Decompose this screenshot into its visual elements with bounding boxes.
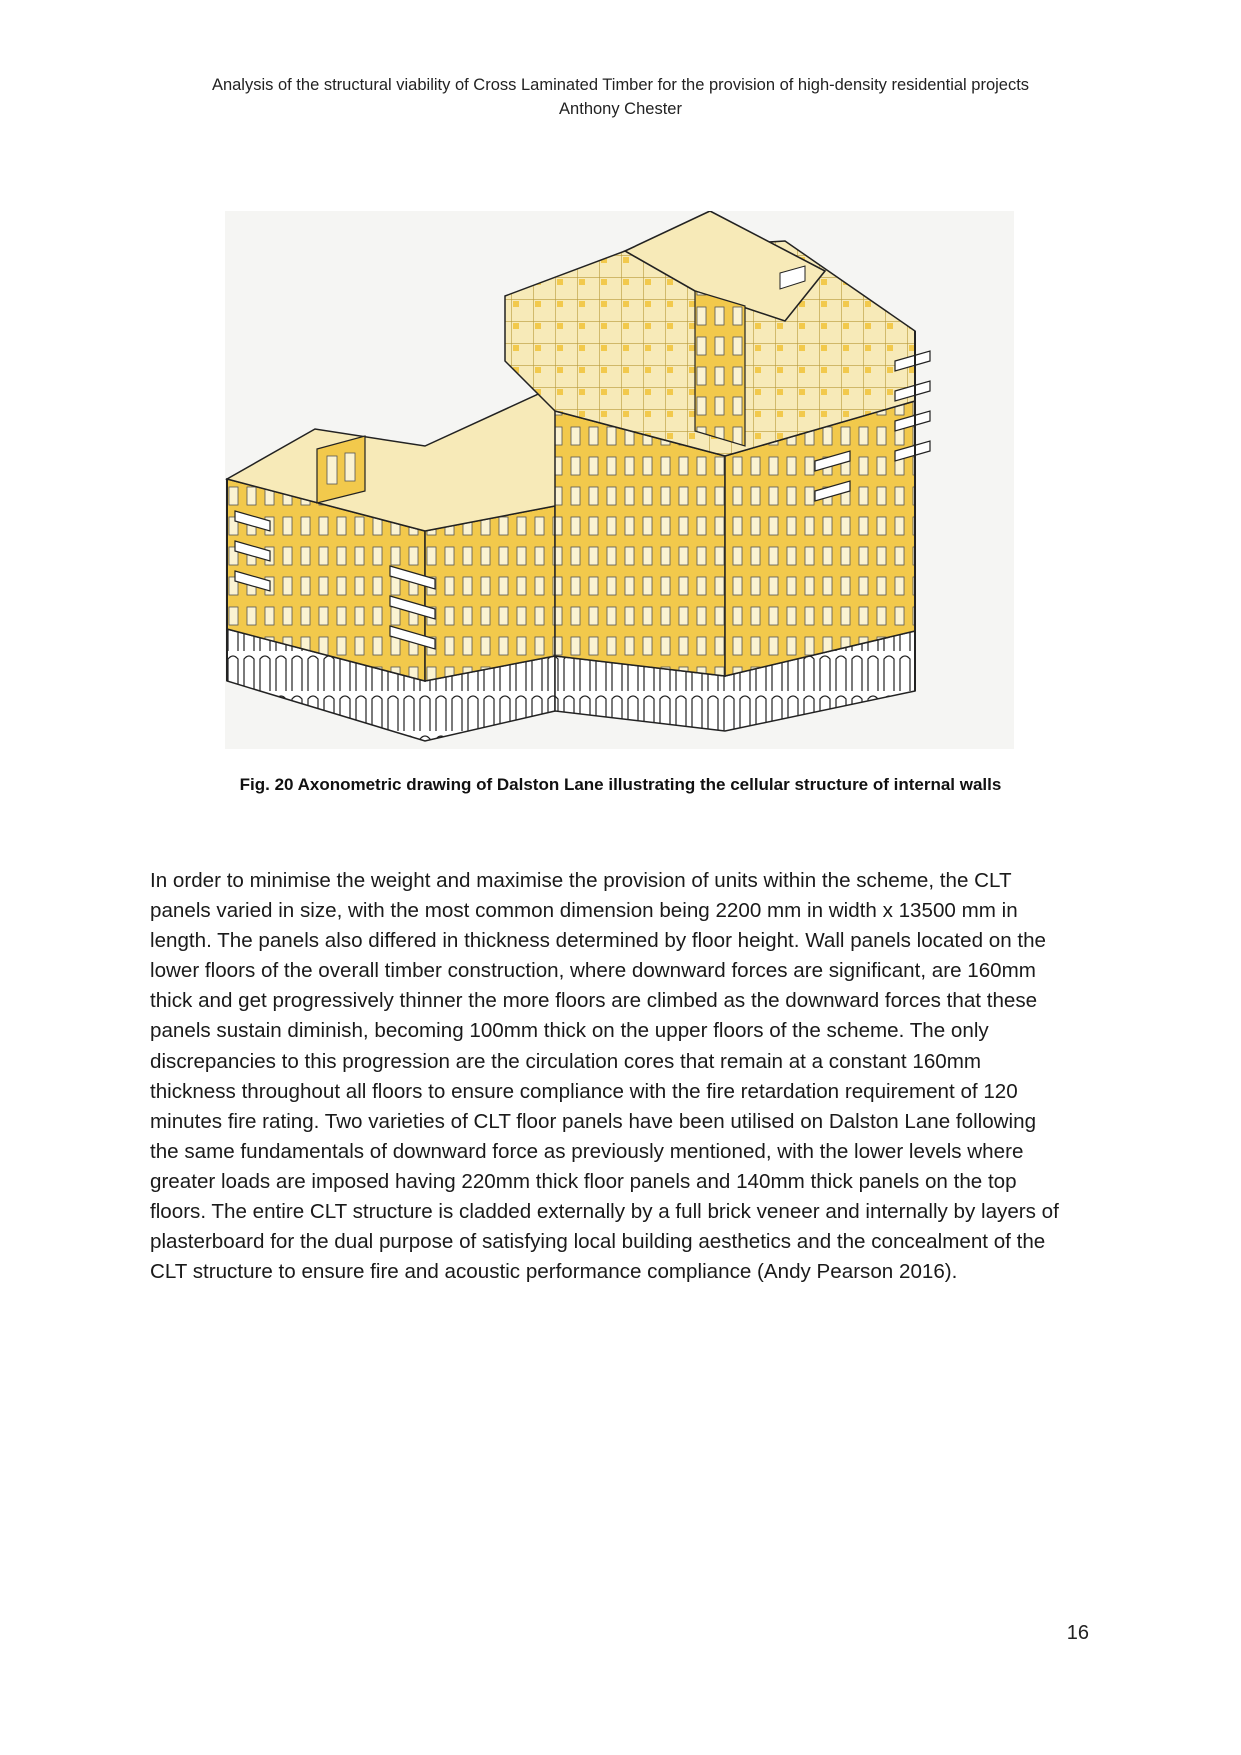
document-title: Analysis of the structural viability of Cross Laminated Timber for the provision of high-density residential projects bbox=[211, 76, 1030, 94]
body-paragraph bbox=[150, 866, 1090, 1287]
document-author: Anthony Chester bbox=[559, 100, 682, 118]
building-illustration bbox=[225, 211, 1014, 749]
paragraph-line: In order to minimise the weight and maximise the provision of units within the scheme, the CLT bbox=[150, 869, 1012, 892]
paragraph-line: the same fundamentals of downward force as previously mentioned, with the lower levels where bbox=[150, 1139, 1024, 1163]
paragraph-line: length. The panels also differed in thickness determined by floor height. Wall panels located on the bbox=[150, 929, 1046, 953]
paragraph-line: discrepancies to this progression are the circulation cores that remain at a constant 160mm bbox=[150, 1049, 982, 1073]
paragraph-line: panels sustain diminish, becoming 100mm thick on the upper floors of the scheme. The only bbox=[150, 1019, 989, 1043]
axonometric-drawing bbox=[225, 211, 1014, 749]
paragraph-line: minutes fire rating. Two varieties of CLT floor panels have been utilised on Dalston Lane following bbox=[150, 1109, 1037, 1133]
paragraph-line: thickness throughout all floors to ensure compliance with the fire retardation requirement of 120 bbox=[150, 1079, 1018, 1103]
figure-caption: Fig. 20 Axonometric drawing of Dalston Lane illustrating the cellular structure of internal walls bbox=[239, 775, 1002, 794]
page-number: 16 bbox=[1066, 1622, 1089, 1644]
paragraph-line: floors. The entire CLT structure is cladded externally by a full brick veneer and internally by layers of bbox=[150, 1200, 1059, 1224]
paragraph-line: greater loads are imposed having 220mm thick floor panels and 140mm thick panels on the top bbox=[150, 1169, 1017, 1193]
paragraph-line: plasterboard for the dual purpose of satisfying local building aesthetics and the concealment of the bbox=[150, 1230, 1046, 1254]
paragraph-line: thick and get progressively thinner the more floors are climbed as the downward forces that these bbox=[150, 989, 1038, 1013]
paragraph-line: lower floors of the overall timber construction, where downward forces are significant, are 160mm bbox=[150, 959, 1036, 983]
paragraph-line: panels varied in size, with the most common dimension being 2200 mm in width x 13500 mm in bbox=[150, 899, 1018, 923]
page-header bbox=[0, 73, 1241, 121]
paragraph-line: CLT structure to ensure fire and acoustic performance compliance (Andy Pearson 2016). bbox=[150, 1260, 958, 1284]
